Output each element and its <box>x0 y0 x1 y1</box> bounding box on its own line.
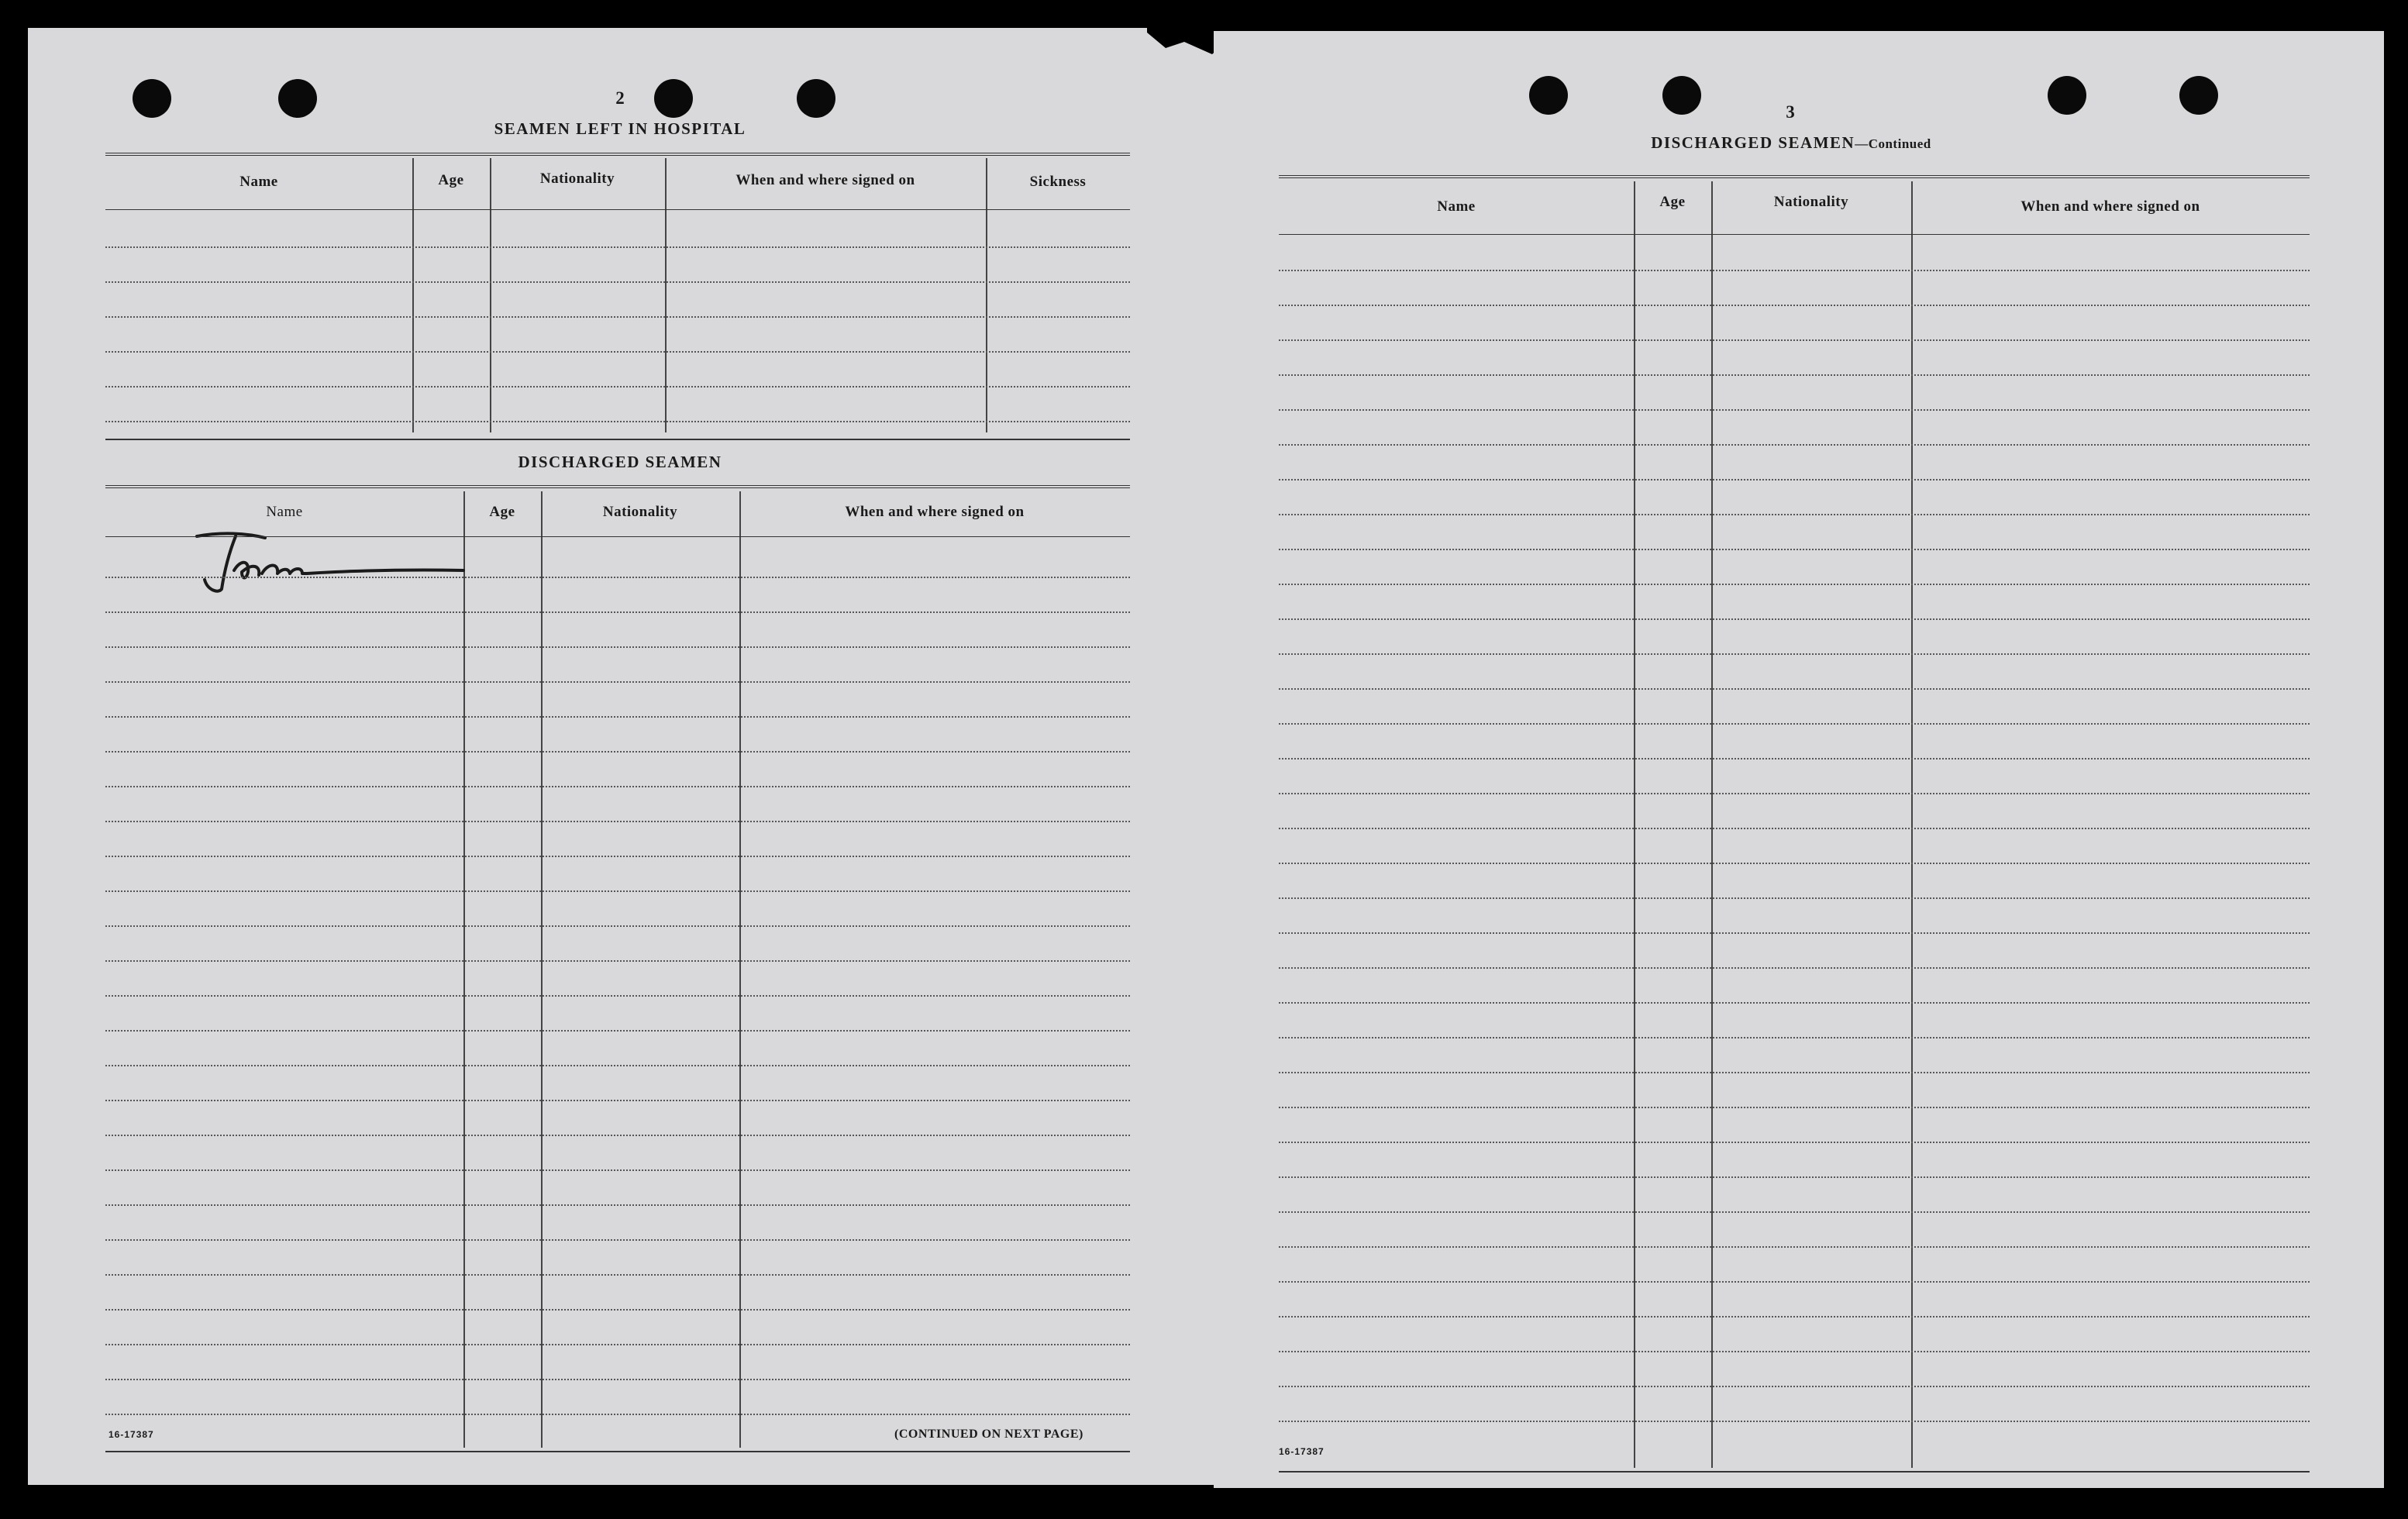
column-header-age: Age <box>1659 194 1686 210</box>
table-row <box>1279 1002 2310 1004</box>
table-bottom-rule <box>1279 1471 2310 1472</box>
table-row <box>105 995 1130 997</box>
table-row <box>1279 479 2310 480</box>
header-underline <box>1279 234 2310 235</box>
column-divider <box>463 491 465 1448</box>
table-row <box>105 1344 1130 1345</box>
table-row <box>105 1239 1130 1241</box>
punch-hole <box>1662 76 1701 115</box>
right-page <box>1214 31 2384 1488</box>
table-row <box>105 1100 1130 1101</box>
table-row <box>105 1169 1130 1171</box>
hospital-section-title: SEAMEN LEFT IN HOSPITAL <box>494 119 746 138</box>
punch-hole <box>2179 76 2218 115</box>
table-row <box>105 1204 1130 1206</box>
column-divider <box>739 491 741 1448</box>
table-row <box>105 716 1130 718</box>
table-row <box>1279 1211 2310 1213</box>
table-row <box>1279 1281 2310 1283</box>
table-row <box>1279 932 2310 934</box>
table-row <box>1279 1176 2310 1178</box>
table-row <box>1279 1421 2310 1422</box>
table-row <box>105 925 1130 927</box>
table-row <box>1279 793 2310 794</box>
table-bottom-rule <box>105 439 1130 440</box>
table-bottom-rule <box>105 1451 1130 1452</box>
column-header-nationality: Nationality <box>602 504 678 520</box>
handwritten-entry-text <box>229 570 231 571</box>
table-row <box>1279 967 2310 969</box>
table-row <box>1279 618 2310 620</box>
table-row <box>105 1414 1130 1415</box>
table-row <box>1279 374 2310 376</box>
table-top-rule <box>105 485 1130 488</box>
column-header-name: Name <box>1437 198 1476 215</box>
table-row <box>105 646 1130 648</box>
table-top-rule <box>105 153 1130 156</box>
table-top-rule <box>1279 175 2310 178</box>
table-row <box>1279 1142 2310 1143</box>
table-row <box>105 786 1130 787</box>
table-row <box>1279 409 2310 411</box>
page-number: 3 <box>1786 102 1795 122</box>
table-row <box>105 421 1130 422</box>
column-header-nationality: Nationality <box>1773 194 1849 210</box>
column-divider <box>412 158 414 432</box>
column-header-when-where: When and where signed on <box>735 172 915 188</box>
table-row <box>105 821 1130 822</box>
table-row <box>105 246 1130 248</box>
form-number: 16-17387 <box>1279 1446 1325 1457</box>
punch-hole <box>2048 76 2086 115</box>
punch-hole <box>797 79 835 118</box>
table-row <box>105 281 1130 283</box>
column-header-when-where: When and where signed on <box>2020 198 2200 215</box>
continued-note: (CONTINUED ON NEXT PAGE) <box>894 1428 1083 1441</box>
table-row <box>1279 723 2310 725</box>
punch-hole <box>278 79 317 118</box>
table-row <box>105 1135 1130 1136</box>
table-row <box>1279 1386 2310 1387</box>
table-row <box>105 1274 1130 1276</box>
form-number: 16-17387 <box>109 1429 154 1440</box>
punch-hole <box>654 79 693 118</box>
column-header-sickness: Sickness <box>1029 174 1087 190</box>
table-row <box>1279 1246 2310 1248</box>
table-row <box>1279 653 2310 655</box>
table-row <box>1279 1037 2310 1038</box>
table-row <box>105 681 1130 683</box>
column-divider <box>986 158 987 432</box>
column-header-name: Name <box>239 174 278 190</box>
column-divider <box>541 491 543 1448</box>
table-row <box>1279 549 2310 550</box>
table-row <box>1279 1107 2310 1108</box>
discharged-section-title: DISCHARGED SEAMEN <box>518 453 722 471</box>
punch-hole <box>1529 76 1568 115</box>
table-row <box>105 351 1130 353</box>
column-header-nationality: Nationality <box>539 170 615 187</box>
table-row <box>105 751 1130 753</box>
table-row <box>105 1030 1130 1032</box>
table-row <box>105 1065 1130 1066</box>
column-divider <box>490 158 491 432</box>
table-row <box>105 890 1130 892</box>
page-number: 2 <box>615 88 625 108</box>
column-header-name: Name <box>266 504 303 520</box>
table-row <box>1279 270 2310 271</box>
table-row <box>105 856 1130 857</box>
table-row <box>1279 305 2310 306</box>
table-row <box>1279 688 2310 690</box>
table-row <box>1279 897 2310 899</box>
column-header-when-where: When and where signed on <box>845 504 1025 520</box>
table-row <box>1279 828 2310 829</box>
table-row <box>1279 339 2310 341</box>
table-row <box>105 386 1130 388</box>
section-title-suffix: —Continued <box>1855 136 1931 151</box>
handwritten-entry <box>191 529 470 598</box>
column-header-age: Age <box>489 504 515 520</box>
column-divider <box>665 158 667 432</box>
table-row <box>1279 1316 2310 1318</box>
table-row <box>1279 758 2310 760</box>
header-underline <box>105 209 1130 210</box>
punch-hole <box>133 79 171 118</box>
table-row <box>105 1309 1130 1311</box>
table-row <box>1279 514 2310 515</box>
column-header-age: Age <box>438 172 464 188</box>
table-row <box>105 611 1130 613</box>
table-row <box>1279 584 2310 585</box>
table-row <box>1279 444 2310 446</box>
section-title-text: DISCHARGED SEAMEN <box>1651 133 1855 152</box>
left-page <box>28 28 1228 1485</box>
header-underline <box>105 536 1130 537</box>
table-row <box>1279 1351 2310 1352</box>
table-row <box>105 960 1130 962</box>
table-row <box>105 1379 1130 1380</box>
table-row <box>105 316 1130 318</box>
table-row <box>1279 863 2310 864</box>
table-row <box>105 577 1130 578</box>
discharged-continued-title <box>1524 133 2058 153</box>
table-row <box>1279 1072 2310 1073</box>
